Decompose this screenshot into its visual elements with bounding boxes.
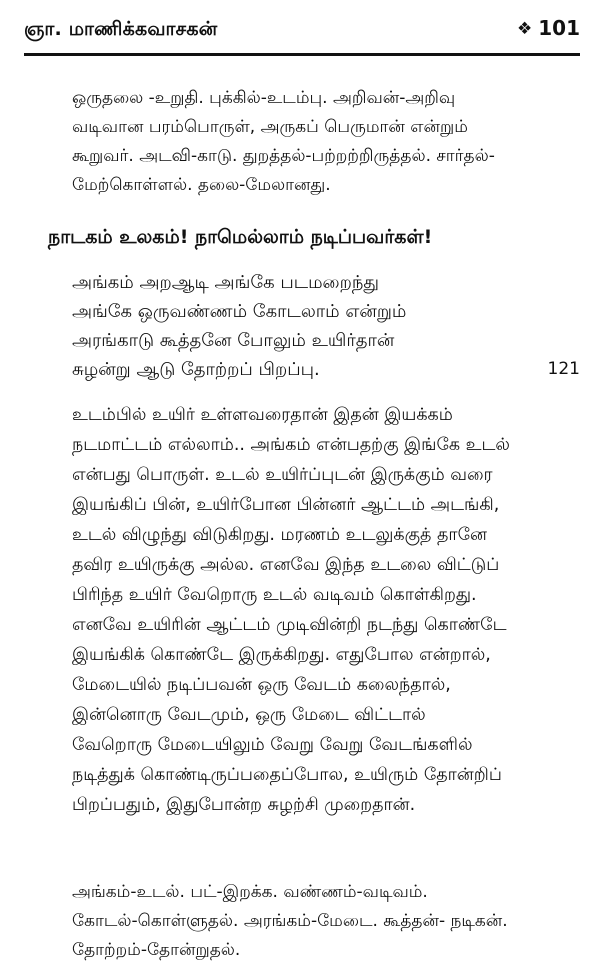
commentary-line: எனவே உயிரின் ஆட்டம் முடிவின்றி நடந்து கொண்டே [72,615,507,635]
book-title: ஞா. மாணிக்கவாசகன் [24,18,218,40]
glossary [72,878,580,965]
verse-line: அங்கே ஒருவண்ணம் கோடலாம் என்றும் [72,301,407,322]
verse-line: அங்கம் அறஆடி அங்கே படமறைந்து [72,272,379,293]
commentary-line: உடம்பில் உயிர் உள்ளவரைதான் இதன் இயக்கம் [72,405,453,425]
glossary-line: தோற்றம்-தோன்றுதல். [72,940,241,960]
verse-number: 121 [547,359,580,379]
glossary-line: கோடல்-கொள்ளுதல். அரங்கம்-மேடை. கூத்தன்- நடிகன். [72,911,508,931]
commentary-line: பிரிந்த உயிர் வேறொரு உடல் வடிவம் கொள்கிறது. [72,585,477,605]
commentary-line: என்பது பொருள். உடல் உயிர்ப்புடன் இருக்கும் வரை [72,465,493,485]
commentary-line: பிறப்பதும், இதுபோன்ற சுழற்சி முறைதான். [72,795,416,815]
commentary-line: இன்னொரு வேடமும், ஒரு மேடை விட்டால் [72,705,426,725]
intro-note [72,84,580,200]
commentary-line: நடித்துக் கொண்டிருப்பதைப்போல, உயிரும் தோன்றிப் [72,765,502,785]
glossary-line: அங்கம்-உடல். பட்-இறக்க. வண்ணம்-வடிவம். [72,882,428,902]
intro-note-line: மேற்கொள்ளல். தலை-மேலானது. [72,175,331,195]
diamond-icon: ❖ [517,19,533,39]
commentary-line: உடல் விழுந்து விடுகிறது. மரணம் உடலுக்குத் தானே [72,525,487,545]
intro-note-line: ஒருதலை -உறுதி. புக்கில்-உடம்பு. அறிவன்-அறிவு [72,88,456,108]
intro-note-line: கூறுவர். அடவி-காடு. துறத்தல்-பற்றற்றிருத்தல். சார்தல்- [72,146,495,166]
verse-block [72,268,580,384]
commentary [72,400,580,820]
page-header [24,16,580,56]
verse-line: சுழன்று ஆடு தோற்றப் பிறப்பு. [72,359,320,380]
page-number: 101 [538,16,580,40]
commentary-line: மேடையில் நடிப்பவன் ஒரு வேடம் கலைந்தால், [72,675,451,695]
commentary-line: இயங்கிப் பின், உயிர்போன பின்னர் ஆட்டம் அடங்கி, [72,495,500,515]
intro-note-line: வடிவான பரம்பொருள், அருகப் பெருமான் என்றும் [72,117,468,137]
commentary-line: இயங்கிக் கொண்டே இருக்கிறது. எதுபோல என்றால், [72,645,491,665]
commentary-line: தவிர உயிருக்கு அல்ல. எனவே இந்த உடலை விட்டுப் [72,555,500,575]
section-heading: நாடகம் உலகம்! நாமெல்லாம் நடிப்பவர்கள்! [48,226,433,248]
verse-line-last [72,355,580,384]
verse-line: அரங்காடு கூத்தனே போலும் உயிர்தான் [72,330,395,351]
page-number-block [517,16,580,40]
commentary-line: நடமாட்டம் எல்லாம்.. அங்கம் என்பதற்கு இங்கே உடல் [72,435,510,455]
commentary-line: வேறொரு மேடையிலும் வேறு வேறு வேடங்களில் [72,735,473,755]
